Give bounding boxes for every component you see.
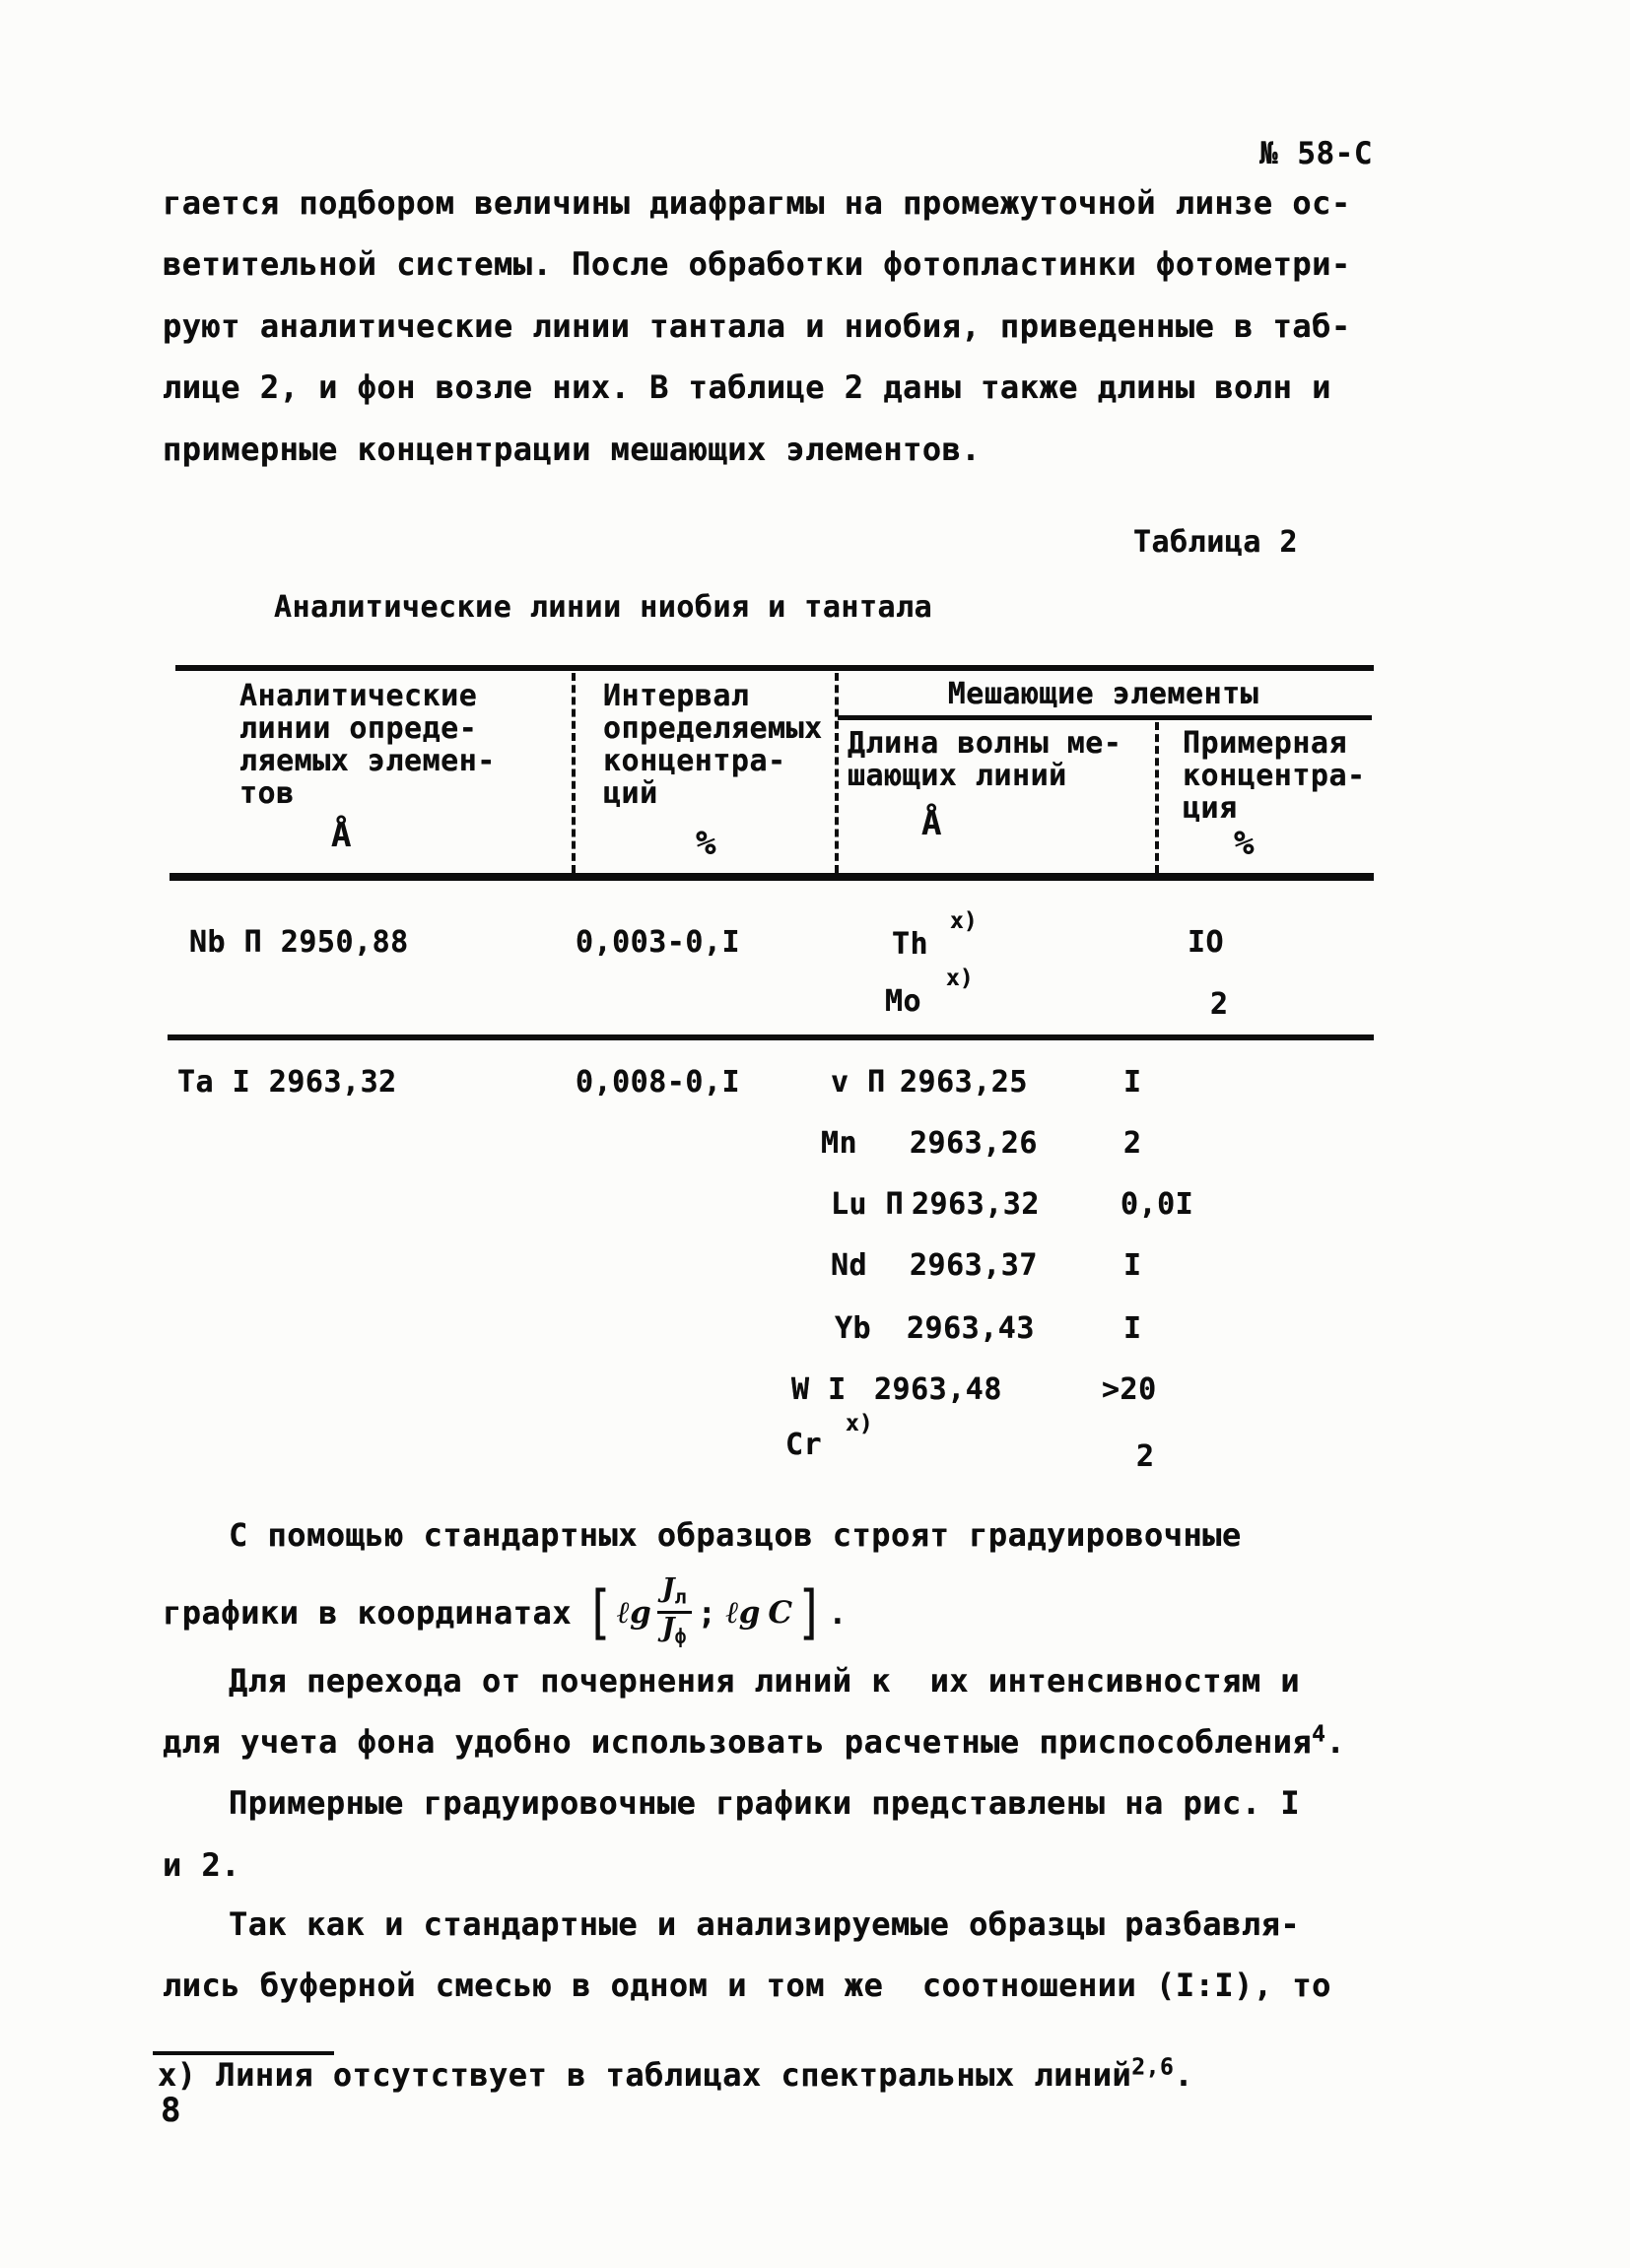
col4-header-line: концентра- xyxy=(1183,759,1366,793)
col4-header-line: Примерная xyxy=(1183,726,1348,761)
analytical-line-nb: Nb П 2950,88 xyxy=(189,925,409,960)
interferent-wavelength: 2963,25 xyxy=(900,1065,1028,1100)
interferent-symbol: Nd xyxy=(831,1248,868,1283)
reference-superscript: 4 xyxy=(1312,1721,1326,1748)
interferent-symbol: Mn xyxy=(821,1126,858,1161)
column-divider-3 xyxy=(1155,722,1159,873)
intensity-fraction xyxy=(657,1574,692,1651)
analytical-line-ta: Та I 2963,32 xyxy=(177,1065,397,1100)
close-bracket: ] xyxy=(795,1577,825,1647)
subscript-line: л xyxy=(674,1584,687,1609)
interferent-symbol: Lu П xyxy=(831,1187,905,1222)
intro-line-3: руют аналитические линии тантала и ниобия, приведенные в таб- xyxy=(163,307,1351,345)
table-subtitle: Аналитические линии ниобия и тантала xyxy=(274,590,933,625)
body-line: для учета фона удобно использовать расчетные приспособления$^4$. xyxy=(163,1721,1346,1761)
interferent-wavelength: 2963,48 xyxy=(874,1372,1002,1407)
body-line: С помощью стандартных образцов строят градуировочные xyxy=(229,1516,1242,1554)
open-bracket: [ xyxy=(584,1577,614,1647)
intro-line-4: лице 2, и фон возле них. В таблице 2 даны также длины волн и xyxy=(163,368,1331,406)
interferent-value: >20 xyxy=(1102,1372,1157,1407)
col4-header-line: ция xyxy=(1183,791,1238,826)
interferent-value: I xyxy=(1123,1311,1142,1346)
body-line: графики в координатах xyxy=(163,1593,573,1632)
body-line: Для перехода от почернения линий к их интенсивностям и xyxy=(229,1662,1301,1700)
col3-unit-angstrom: Å xyxy=(921,804,942,843)
separator: ; xyxy=(697,1593,716,1632)
formula-line xyxy=(163,1574,848,1651)
range-ta: 0,008-0,I xyxy=(576,1065,741,1100)
col2-header-line: концентра- xyxy=(603,744,786,778)
col1-header-line: тов xyxy=(239,776,295,811)
col3-header-line: шающих линий xyxy=(848,759,1067,793)
range-nb: 0,003-0,I xyxy=(576,925,741,960)
interferent-value: I xyxy=(1123,1248,1142,1283)
interferent-value: 0,0I xyxy=(1121,1187,1194,1222)
interferent-symbol: Yb xyxy=(835,1311,872,1346)
interferent-wavelength: 2963,26 xyxy=(910,1126,1038,1161)
interferent-symbol: Th xyxy=(892,927,929,962)
reference-superscript: 2,6 xyxy=(1131,2054,1175,2081)
intensity-line: J xyxy=(661,1573,675,1604)
col2-unit-percent: % xyxy=(696,824,716,863)
intro-line-1: гается подбором величины диафрагмы на промежуточной линзе ос- xyxy=(163,184,1351,222)
lg-symbol: ℓg xyxy=(616,1594,651,1631)
col2-header-line: Интервал xyxy=(603,679,750,713)
footnote-mark: x) xyxy=(846,1411,873,1436)
intro-line-5: примерные концентрации мешающих элементов. xyxy=(163,431,982,468)
table-top-border xyxy=(175,665,1374,671)
interferent-value: 2 xyxy=(1136,1439,1155,1474)
interferent-value: 2 xyxy=(1210,987,1229,1022)
doc-number: № 58-С xyxy=(1259,136,1373,171)
interferent-value: I xyxy=(1123,1065,1142,1100)
interferent-symbol: Cr xyxy=(785,1428,823,1462)
col1-header-line: ляемых элемен- xyxy=(239,744,496,778)
interferent-symbol: v П xyxy=(831,1065,886,1100)
col3-header-line: Длина волны ме- xyxy=(848,726,1122,761)
group-header: Мешающие элементы xyxy=(947,677,1259,711)
col2-header-line: определяемых xyxy=(603,711,823,746)
footnote-mark: x) xyxy=(946,966,974,991)
lg-symbol: ℓg xyxy=(725,1594,761,1631)
subscript-background: ф xyxy=(674,1624,687,1648)
footnote-mark: x) xyxy=(950,908,978,934)
col1-unit-angstrom: Å xyxy=(331,816,352,855)
col1-header-line: линии опреде- xyxy=(239,711,478,746)
col2-header-line: ций xyxy=(603,776,658,811)
interferent-symbol: W I xyxy=(791,1372,847,1407)
column-divider-1 xyxy=(572,673,576,873)
group-header-underline xyxy=(838,715,1372,720)
concentration-symbol: C xyxy=(768,1594,793,1631)
intro-line-2: ветительной системы. После обработки фотопластинки фотометри- xyxy=(163,245,1351,283)
footnote-rule xyxy=(153,2051,334,2055)
interferent-value: 2 xyxy=(1123,1126,1142,1161)
body-line: и 2. xyxy=(163,1846,241,1884)
table-header-bottom-border xyxy=(170,873,1374,881)
intensity-background: J xyxy=(661,1613,675,1644)
interferent-symbol: Mo xyxy=(885,984,922,1019)
body-line: Примерные градуировочные графики представлены на рис. I xyxy=(229,1784,1301,1822)
interferent-wavelength: 2963,43 xyxy=(907,1311,1035,1346)
interferent-value: IO xyxy=(1188,925,1225,960)
interferent-wavelength: 2963,37 xyxy=(910,1248,1038,1283)
interferent-wavelength: 2963,32 xyxy=(912,1187,1040,1222)
body-line: лись буферной смесью в одном и том же соотношении (I:I), то xyxy=(163,1967,1331,2004)
footnote-text: x) Линия отсутствует в таблицах спектральных линий$^{2,6}$. xyxy=(158,2054,1194,2094)
table-row-separator xyxy=(168,1034,1374,1040)
col4-unit-percent: % xyxy=(1234,824,1255,863)
table-caption: Таблица 2 xyxy=(1133,525,1299,560)
body-line: Так как и стандартные и анализируемые образцы разбавля- xyxy=(229,1905,1301,1943)
page-number: 8 xyxy=(161,2091,181,2130)
col1-header-line: Аналитические xyxy=(239,679,478,713)
period: . xyxy=(828,1593,848,1632)
